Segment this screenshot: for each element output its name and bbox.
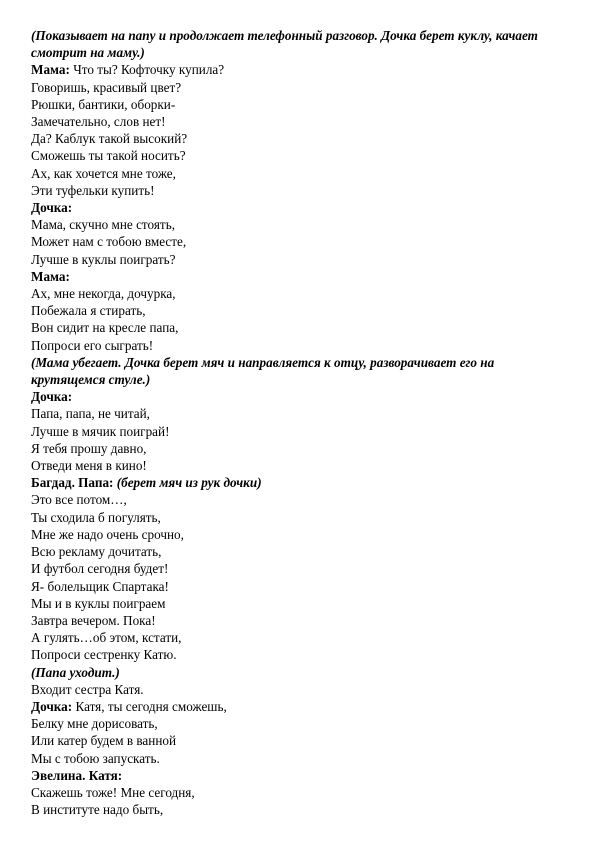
dialogue-line: Ты сходила б погулять, [31,509,161,525]
dialogue-line: Белку мне дорисовать, [31,716,158,732]
dialogue-line: И футбол сегодня будет! [31,561,169,577]
dialogue-line: Это все потом…, [31,492,127,508]
stage-direction: (Мама убегает. Дочка берет мяч и направляется к отцу, разворачивает его на крутящемся стуле.) [31,354,495,388]
dialogue-line: Мы и в куклы поиграем [31,595,166,611]
dialogue-line: Или катер будем в ванной [31,733,177,749]
script-page [31,27,567,818]
dialogue-line: Папа, папа, не читай, [31,406,150,422]
speaker-name: Дочка: [31,200,73,216]
dialogue-line: Мы с тобою запускать. [31,750,160,766]
dialogue-line: Я тебя прошу давно, [31,440,147,456]
dialogue-line: Вон сидит на кресле папа, [31,320,179,336]
dialogue-line: Мама, скучно мне стоять, [31,217,176,233]
dialogue-line: Говоришь, красивый цвет? [31,79,182,95]
inline-stage-direction: (берет мяч из рук дочки) [116,475,262,491]
speaker-name: Мама: [31,62,70,78]
dialogue-line [31,61,567,78]
dialogue-line [31,474,567,491]
dialogue-line: Лучше в куклы поиграть? [31,251,176,267]
dialogue-text: Что ты? Кофточку купила? [69,62,225,78]
speaker-name: Мама: [31,268,70,284]
speaker-name: Эвелина. Катя: [31,767,123,783]
dialogue-line: Скажешь тоже! Мне сегодня, [31,784,195,800]
dialogue-line: Замечательно, слов нет! [31,114,166,130]
dialogue-line: Отведи меня в кино! [31,458,147,474]
dialogue-line: Завтра вечером. Пока! [31,612,156,628]
dialogue-line: Попроси сестренку Катю. [31,647,177,663]
dialogue-line: Рюшки, бантики, оборки- [31,96,176,112]
dialogue-line: В институте надо быть, [31,802,164,818]
dialogue-line: Лучше в мячик поиграй! [31,423,170,439]
dialogue-line: Ах, мне некогда, дочурка, [31,286,176,302]
speaker-name: Дочка: [31,698,73,714]
dialogue-line: Да? Каблук такой высокий? [31,131,188,147]
dialogue-line: Входит сестра Катя. [31,681,144,697]
dialogue-line: А гулять…об этом, кстати, [31,630,182,646]
dialogue-line: Побежала я стирать, [31,303,146,319]
dialogue-line [31,698,567,715]
speaker-name: Дочка: [31,389,73,405]
stage-direction: (Показывает на папу и продолжает телефонный разговор. Дочка берет куклу, качает смотрит на маму.) [31,28,538,61]
dialogue-line: Попроси его сыграть! [31,337,154,353]
dialogue-line: Всю рекламу дочитать, [31,544,162,560]
dialogue-line: Может нам с тобою вместе, [31,234,187,250]
dialogue-line: Эти туфельки купить! [31,182,155,198]
dialogue-line: Мне же надо очень срочно, [31,526,184,542]
dialogue-line: Я- болельщик Спартака! [31,578,169,594]
dialogue-line: Сможешь ты такой носить? [31,148,186,164]
dialogue-line: Ах, как хочется мне тоже, [31,165,176,181]
dialogue-text: Катя, ты сегодня сможешь, [72,698,227,714]
speaker-name: Багдад. Папа: [31,475,114,491]
stage-direction: (Папа уходит.) [31,664,120,680]
